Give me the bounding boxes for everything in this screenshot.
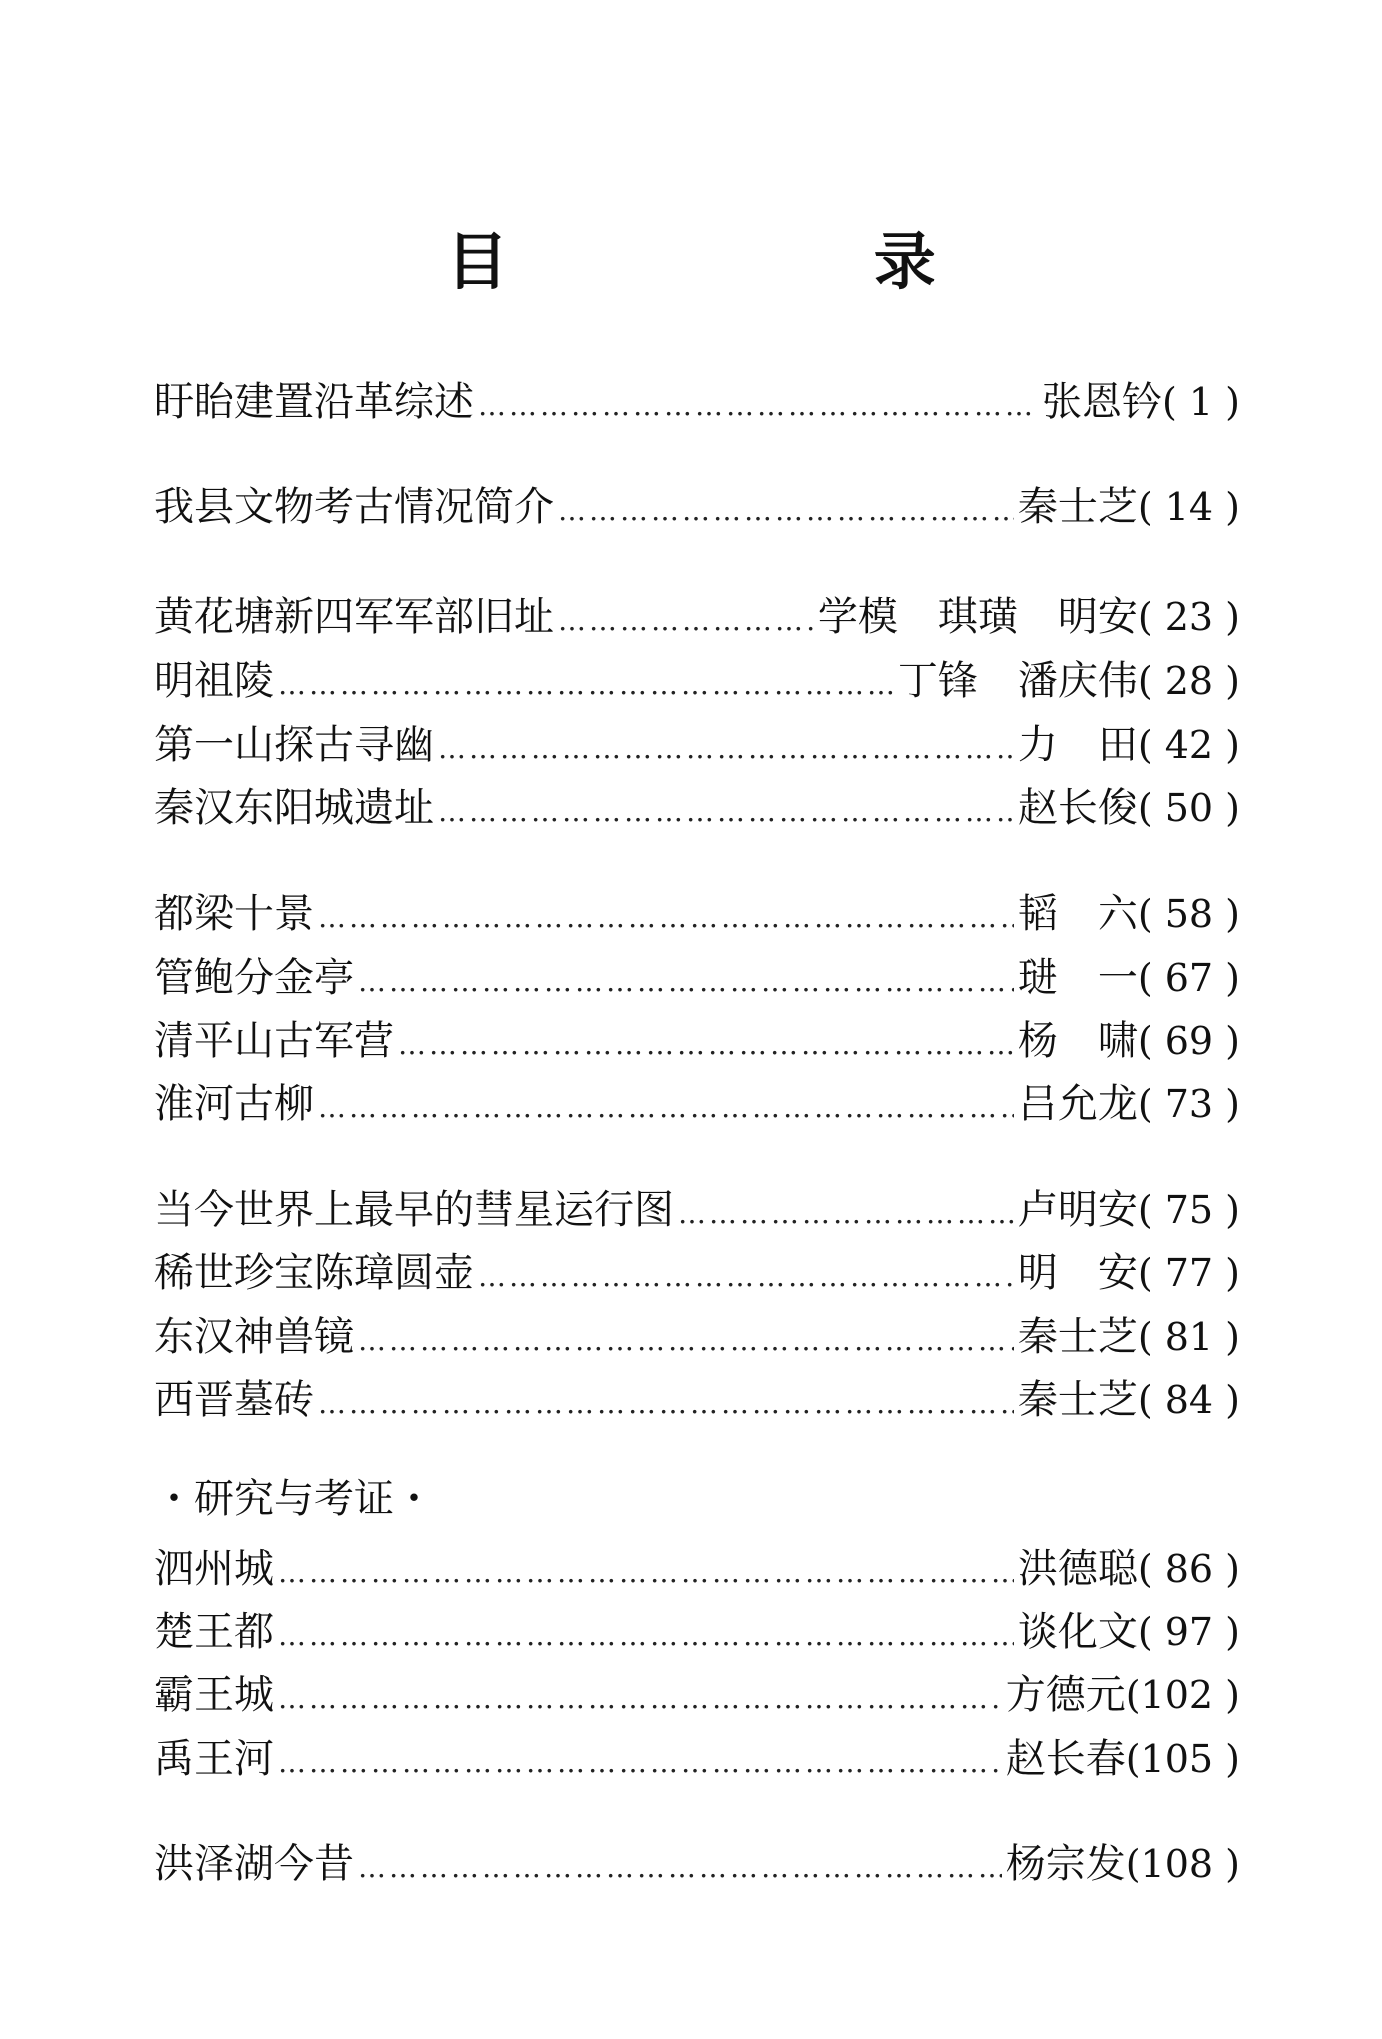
entry-page: ( 58 ) xyxy=(1137,892,1240,936)
leader-dots xyxy=(278,1609,1014,1663)
entry-title: 西晋墓砖 xyxy=(154,1377,314,1423)
leader-dots xyxy=(478,379,1038,433)
toc-entry xyxy=(154,1077,1240,1131)
leader-dots xyxy=(558,484,1014,538)
toc-entry xyxy=(154,1837,1240,1891)
entry-title: 秦汉东阳城遗址 xyxy=(154,785,434,831)
toc-entry xyxy=(154,781,1240,835)
entry-title: 管鲍分金亭 xyxy=(154,955,354,1001)
entry-page: ( 84 ) xyxy=(1137,1378,1240,1422)
toc-entry xyxy=(154,1310,1240,1364)
toc-entry xyxy=(154,1732,1240,1786)
entry-title: 洪泽湖今昔 xyxy=(154,1841,354,1887)
entry-title: 当今世界上最早的彗星运行图 xyxy=(154,1187,674,1233)
toc-entry xyxy=(154,480,1240,534)
entry-title: 泗州城 xyxy=(154,1546,274,1592)
entry-title: 楚王都 xyxy=(154,1609,274,1655)
leader-dots xyxy=(438,785,1014,839)
entry-title: 东汉神兽镜 xyxy=(154,1314,354,1360)
leader-dots xyxy=(438,722,1014,776)
toc-entry xyxy=(154,1014,1240,1068)
leader-dots xyxy=(678,1187,1014,1241)
entry-page: ( 73 ) xyxy=(1137,1082,1240,1126)
entry-page: ( 81 ) xyxy=(1137,1315,1240,1359)
entry-page: ( 97 ) xyxy=(1137,1610,1240,1654)
entry-title: 我县文物考古情况简介 xyxy=(154,484,554,530)
leader-dots xyxy=(318,1081,1014,1135)
entry-page: ( 28 ) xyxy=(1137,659,1240,703)
entry-page: ( 77 ) xyxy=(1137,1251,1240,1295)
entry-title: 明祖陵 xyxy=(154,658,274,704)
toc-entry xyxy=(154,951,1240,1005)
leader-dots xyxy=(478,1250,1014,1304)
toc-entry xyxy=(154,718,1240,772)
entry-page: (105 ) xyxy=(1125,1737,1240,1781)
toc-entry xyxy=(154,1183,1240,1237)
page-title: 目 录 xyxy=(446,225,1108,298)
entry-author: 力 田 xyxy=(1017,722,1138,768)
entry-author: 秦士芝 xyxy=(1017,1377,1138,1423)
entry-author: 赵长俊 xyxy=(1017,785,1138,831)
section-heading: ・研究与考证・ xyxy=(154,1476,434,1522)
toc-entry xyxy=(154,375,1240,429)
entry-page: ( 86 ) xyxy=(1137,1547,1240,1591)
entry-author: 赵长春 xyxy=(1005,1736,1126,1782)
leader-dots xyxy=(278,658,894,712)
leader-dots xyxy=(358,955,1014,1009)
entry-author: 琎 一 xyxy=(1017,955,1138,1001)
entry-title: 淮河古柳 xyxy=(154,1081,314,1127)
toc-entry xyxy=(154,1542,1240,1596)
entry-title: 稀世珍宝陈璋圆壶 xyxy=(154,1250,474,1296)
leader-dots xyxy=(278,1736,1002,1790)
leader-dots xyxy=(318,891,1014,945)
entry-author: 吕允龙 xyxy=(1017,1081,1138,1127)
entry-author: 丁锋 潘庆伟 xyxy=(897,658,1138,704)
leader-dots xyxy=(558,594,814,648)
entry-page: ( 69 ) xyxy=(1137,1019,1240,1063)
entry-page: ( 14 ) xyxy=(1137,485,1240,529)
entry-author: 明 安 xyxy=(1017,1250,1138,1296)
entry-author: 学模 琪璜 明安 xyxy=(817,594,1138,640)
toc-entry xyxy=(154,887,1240,941)
entry-title: 禹王河 xyxy=(154,1736,274,1782)
entry-title: 第一山探古寻幽 xyxy=(154,722,434,768)
entry-title: 盱眙建置沿革综述 xyxy=(154,379,474,425)
entry-page: (102 ) xyxy=(1125,1673,1240,1717)
entry-page: ( 50 ) xyxy=(1137,786,1240,830)
leader-dots xyxy=(358,1841,1002,1895)
entry-author: 秦士芝 xyxy=(1017,1314,1138,1360)
toc-entry xyxy=(154,1246,1240,1300)
entry-author: 秦士芝 xyxy=(1017,484,1138,530)
entry-author: 卢明安 xyxy=(1017,1187,1138,1233)
toc-entry xyxy=(154,1605,1240,1659)
entry-title: 都梁十景 xyxy=(154,891,314,937)
entry-author: 张恩钤 xyxy=(1042,379,1162,425)
entry-author: 洪德聪 xyxy=(1017,1546,1138,1592)
entry-title: 黄花塘新四军军部旧址 xyxy=(154,594,554,640)
entry-page: ( 1 ) xyxy=(1162,380,1240,424)
toc-entry xyxy=(154,590,1240,644)
entry-page: ( 67 ) xyxy=(1137,956,1240,1000)
leader-dots xyxy=(358,1314,1014,1368)
toc-entry xyxy=(154,1373,1240,1427)
entry-author: 方德元 xyxy=(1005,1672,1126,1718)
leader-dots xyxy=(278,1672,1002,1726)
entry-author: 杨 啸 xyxy=(1017,1018,1138,1064)
entry-page: ( 42 ) xyxy=(1137,723,1240,767)
entry-title: 清平山古军营 xyxy=(154,1018,394,1064)
entry-page: (108 ) xyxy=(1125,1842,1240,1886)
entry-author: 杨宗发 xyxy=(1005,1841,1126,1887)
entry-page: ( 75 ) xyxy=(1137,1188,1240,1232)
toc-entry xyxy=(154,654,1240,708)
toc-entry xyxy=(154,1668,1240,1722)
entry-page: ( 23 ) xyxy=(1137,595,1240,639)
entry-title: 霸王城 xyxy=(154,1672,274,1718)
leader-dots xyxy=(278,1546,1014,1600)
leader-dots xyxy=(318,1377,1014,1431)
entry-author: 韬 六 xyxy=(1017,891,1138,937)
leader-dots xyxy=(398,1018,1014,1072)
entry-author: 谈化文 xyxy=(1017,1609,1138,1655)
